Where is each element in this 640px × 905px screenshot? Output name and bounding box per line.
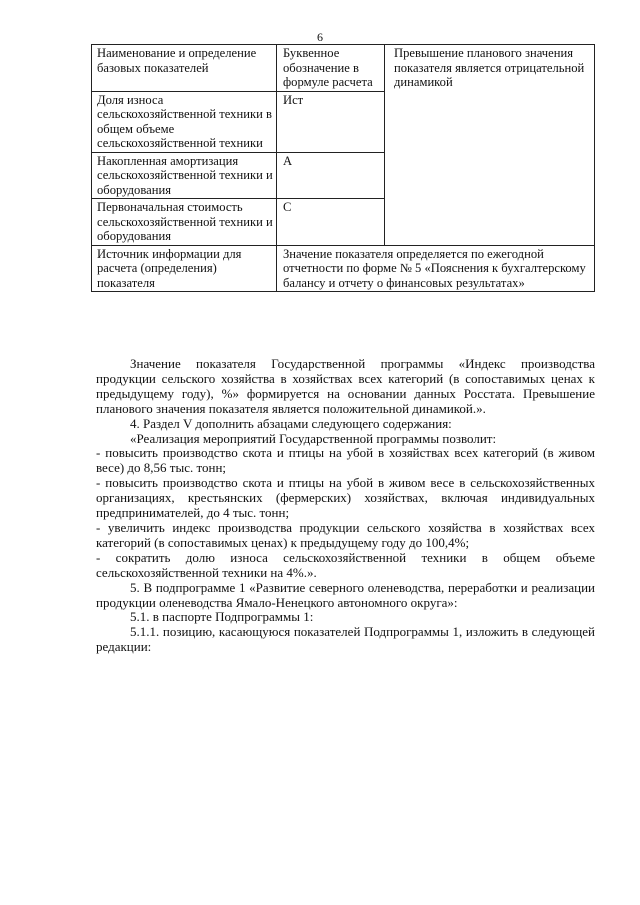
list-item: - сократить долю износа сельскохозяйственной техники в общем объеме сельскохозяйственной техники на 4%.». <box>96 549 595 580</box>
list-item: - повысить производство скота и птицы на убой в живом весе в сельскохозяйственных организациях, крестьянских (фермерских) хозяйствах, включая индивидуальных предпринимателей, до 4 тыс. тонн; <box>96 475 595 521</box>
row-name-cell: Накопленная амортизация сельскохозяйственной техники и оборудования <box>92 152 277 199</box>
source-value-cell: Значение показателя определяется по ежегодной отчетности по форме № 5 «Пояснения к бухгалтерскому балансу и отчету о финансовых результатах» <box>277 245 595 292</box>
list-item: - увеличить индекс производства продукции сельского хозяйства в хозяйствах всех категорий (в сопоставимых ценах) к предыдущему году до 100,4%; <box>96 519 595 550</box>
source-label-cell: Источник информации для расчета (определения) показателя <box>92 245 277 292</box>
header-name-cell: Наименование и определение базовых показателей <box>92 45 277 92</box>
list-item: - повысить производство скота и птицы на убой в хозяйствах всех категорий (в живом весе) до 8,56 тыс. тонн; <box>96 445 595 476</box>
header-symbol-cell: Буквенное обозначение в формуле расчета <box>277 45 385 92</box>
row-name-cell: Первоначальная стоимость сельскохозяйственной техники и оборудования <box>92 199 277 246</box>
paragraph: 5.1. в паспорте Подпрограммы 1: <box>130 609 314 625</box>
row-symbol-cell: С <box>277 199 385 246</box>
header-dynamics-cell: Превышение планового значения показателя является отрицательной динамикой <box>385 45 595 246</box>
table-source-row <box>92 245 595 292</box>
paragraph: «Реализация мероприятий Государственной программы позволит: <box>130 430 497 446</box>
row-name-cell: Доля износа сельскохозяйственной техники в общем объеме сельскохозяйственной техники <box>92 91 277 152</box>
row-symbol-cell: Ист <box>277 91 385 152</box>
indicator-table <box>91 44 595 292</box>
row-symbol-cell: А <box>277 152 385 199</box>
table-header-row <box>92 45 595 92</box>
page-number: 6 <box>317 30 323 44</box>
paragraph: 5.1.1. позицию, касающуюся показателей Подпрограммы 1, изложить в следующей редакции: <box>96 624 595 655</box>
document-body <box>96 357 595 655</box>
paragraph: 4. Раздел V дополнить абзацами следующего содержания: <box>130 415 452 431</box>
paragraph: Значение показателя Государственной программы «Индекс производства продукции сельского хозяйства в хозяйствах всех категорий (в сопоставимых ценах к предыдущему году), %» формируется на основании данных Росстата. Превышение планового значения показателя является положительной динамикой.». <box>96 356 595 416</box>
paragraph: 5. В подпрограмме 1 «Развитие северного оленеводства, переработки и реализации продукции оленеводства Ямало-Ненецкого автономного округа»: <box>96 579 595 610</box>
